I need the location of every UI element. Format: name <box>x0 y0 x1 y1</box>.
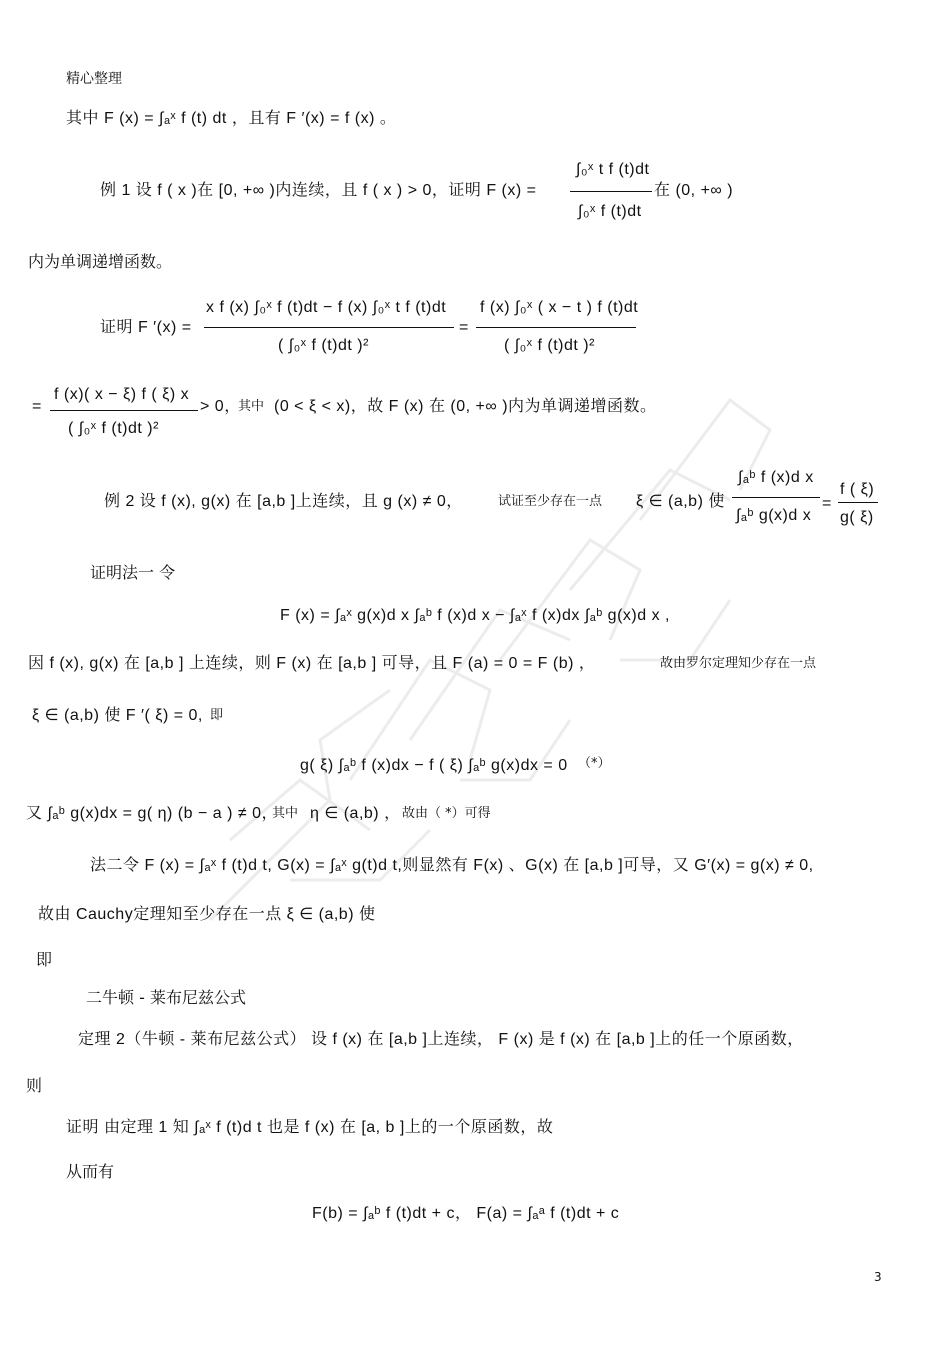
example-1-fraction <box>570 160 652 224</box>
ze-label: 则 <box>26 1076 43 1095</box>
example-2-denominator-b: g( ξ) <box>840 509 874 526</box>
fraction-bar <box>204 327 454 328</box>
also-note-2: 故由（ *）可得 <box>402 806 491 821</box>
theorem-2-proof: 证明 由定理 1 知 ∫ₐˣ f (t)d t 也是 f (x) 在 [a, b ]上的一个原函数，故 <box>66 1119 554 1136</box>
fraction-bar <box>50 410 198 411</box>
example-2-numerator-a: ∫ₐᵇ f (x)d x <box>738 469 814 486</box>
example-1-statement: 例 1 设 f ( x )在 [0, +∞ )内连续，且 f ( x ) > 0，证明 F (x) = <box>100 182 537 199</box>
eta-condition: η ∈ (a,b) ， <box>310 805 401 822</box>
example-2-condition: ξ ∈ (a,b) 使 <box>636 493 725 510</box>
rolle-note: 故由罗尔定理知少存在一点 <box>660 656 817 671</box>
theorem-2-statement: 定理 2（牛顿 - 莱布尼兹公式） 设 f (x) 在 [a,b ]上连续， F (x) 是 f (x) 在 [a,b ]上的任一个原函数， <box>78 1031 804 1048</box>
example-1-numerator: ∫₀ˣ t f (t)dt <box>576 161 650 178</box>
method-2-statement: 法二令 F (x) = ∫ₐˣ f (t)d t, G(x) = ∫ₐˣ g(t)d t,则显然有 F(x) 、G(x) 在 [a,b ]可导，又 G′(x) = g(x) ≠ 0, <box>90 857 814 874</box>
also-statement: 又 ∫ₐᵇ g(x)dx = g( η) (b − a ) ≠ 0， <box>26 805 279 822</box>
cauchy-statement: 故由 Cauchy定理知至少存在一点 ξ ∈ (a,b) 使 <box>38 906 376 923</box>
hence-label: 从而有 <box>66 1162 115 1181</box>
example-2-numerator-b: f ( ξ) <box>840 481 875 498</box>
continuity-argument: 因 f (x), g(x) 在 [a,b ] 上连续，则 F (x) 在 [a,b ] 可导，且 F (a) = 0 = F (b) ， <box>28 655 596 672</box>
proof-1-numerator-a: x f (x) ∫₀ˣ f (t)dt − f (x) ∫₀ˣ t f (t)dt <box>206 299 447 316</box>
example-1-conclusion: 内为单调递增函数。 <box>28 252 173 271</box>
proof-2-conclusion: (0 < ξ < x)，故 F (x) 在 (0, +∞ )内为单调递增函数。 <box>274 398 657 415</box>
example-1-denominator: ∫₀ˣ f (t)dt <box>578 203 642 220</box>
proof-1-denominator-a: ( ∫₀ˣ f (t)dt )² <box>278 337 369 354</box>
proof-2-note: 其中 <box>238 399 265 414</box>
example-2-fraction-b <box>838 478 878 530</box>
final-equation: F(b) = ∫ₐᵇ f (t)dt + c， F(a) = ∫ₐᵃ f (t)dt + c <box>312 1205 620 1222</box>
ji-label: 即 <box>36 950 53 969</box>
proof-1-denominator-b: ( ∫₀ˣ f (t)dt )² <box>504 337 595 354</box>
xi-note: 即 <box>210 708 224 723</box>
header-note: 精心整理 <box>66 71 122 87</box>
section-2-heading: 二牛顿 - 莱布尼兹公式 <box>86 988 246 1007</box>
watermark-image <box>170 360 790 940</box>
example-1-interval: 在 (0, +∞ ) <box>654 182 734 199</box>
fraction-bar <box>732 497 820 498</box>
proof-1-label: 证明 F ′(x) = <box>100 319 192 336</box>
example-2-statement: 例 2 设 f (x), g(x) 在 [a,b ]上连续，且 g (x) ≠ 0， <box>104 493 463 510</box>
example-2-fraction-a <box>732 466 820 532</box>
equals-sign: = <box>822 495 832 512</box>
method-1-heading: 证明法一 令 <box>90 563 176 582</box>
proof-1-fraction-a <box>204 296 454 362</box>
proof-2-fraction <box>50 385 198 447</box>
example-2-denominator-a: ∫ₐᵇ g(x)d x <box>736 507 812 524</box>
fraction-bar <box>838 502 878 503</box>
equation-line-1: 其中 F (x) = ∫ₐˣ f (t) dt ，且有 F ′(x) = f (x) 。 <box>66 110 397 127</box>
proof-2-numerator: f (x)( x − ξ) f ( ξ) x <box>54 386 190 403</box>
page-number: 3 <box>874 1270 882 1284</box>
equals-sign: = <box>459 319 469 336</box>
proof-2-denominator: ( ∫₀ˣ f (t)dt )² <box>68 420 159 437</box>
equals-sign: = <box>32 398 42 415</box>
fraction-bar <box>476 327 636 328</box>
proof-1-fraction-b <box>476 296 639 362</box>
star-mark: （*） <box>578 756 611 771</box>
F-definition: F (x) = ∫ₐˣ g(x)d x ∫ₐᵇ f (x)d x − ∫ₐˣ f (x)dx ∫ₐᵇ g(x)d x , <box>280 607 670 624</box>
fraction-bar <box>570 191 652 192</box>
proof-2-inequality: > 0， <box>200 398 241 415</box>
proof-1-numerator-b: f (x) ∫₀ˣ ( x − t ) f (t)dt <box>480 299 639 316</box>
star-equation: g( ξ) ∫ₐᵇ f (x)dx − f ( ξ) ∫ₐᵇ g(x)dx = 0 <box>300 757 568 774</box>
xi-statement: ξ ∈ (a,b) 使 F ′( ξ) = 0, <box>32 707 203 724</box>
example-2-note: 试证至少存在一点 <box>498 494 603 509</box>
also-note-1: 其中 <box>272 806 299 821</box>
watermark-strokes <box>170 360 790 940</box>
